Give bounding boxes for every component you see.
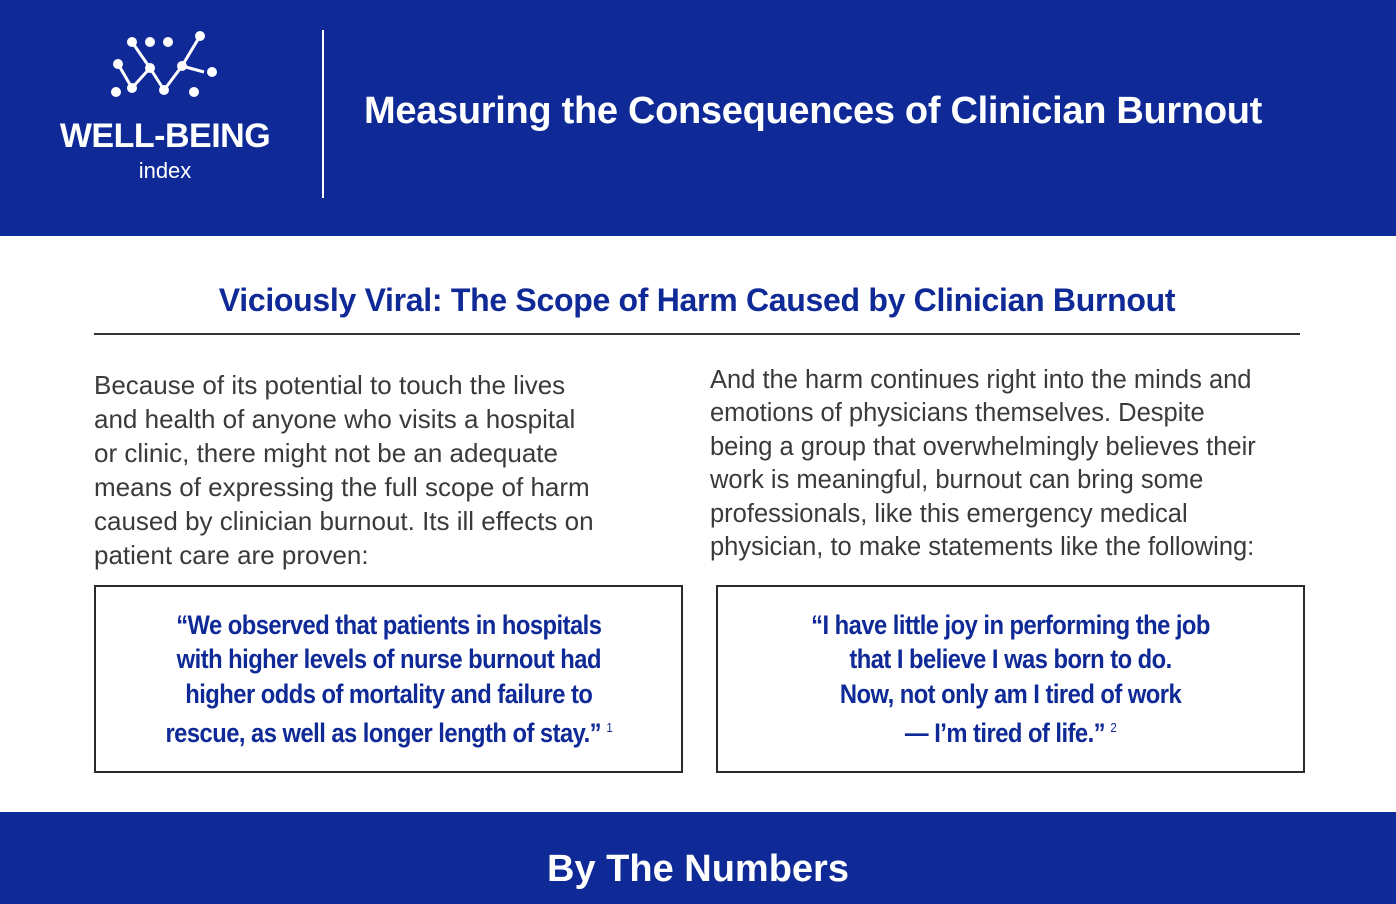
quote-text xyxy=(165,608,612,751)
quote-line-last xyxy=(165,711,612,751)
logo-subtitle: index xyxy=(138,158,192,183)
paragraph-line: emotions of physicians themselves. Despite xyxy=(710,399,1205,428)
paragraph-line: or clinic, there might not be an adequate xyxy=(94,438,558,468)
section-title: Viciously Viral: The Scope of Harm Caused by Clinician Burnout xyxy=(218,282,1176,318)
paragraph-line: being a group that overwhelmingly believes their xyxy=(710,432,1256,461)
quote-line: with higher levels of nurse burnout had xyxy=(176,644,601,674)
paragraph-line: professionals, like this emergency medical xyxy=(710,499,1188,528)
nurse-burnout-quote-box xyxy=(94,585,683,773)
quote-line: higher odds of mortality and failure to xyxy=(184,678,593,709)
quote-line: — I’m tired of life.” xyxy=(904,718,1106,748)
header-band xyxy=(0,0,1396,236)
paragraph-line: physician, to make statements like the following: xyxy=(710,533,1255,562)
paragraph-line: work is meaningful, burnout can bring some xyxy=(710,466,1204,495)
paragraph-line: patient care are proven: xyxy=(94,540,369,570)
paragraph-line: caused by clinician burnout. Its ill effects on xyxy=(94,506,594,536)
section-rule xyxy=(94,333,1300,335)
quote-line: “I have little joy in performing the job xyxy=(811,609,1210,640)
quote-line: Now, not only am I tired of work xyxy=(839,678,1182,709)
well-being-index-logo xyxy=(40,28,290,188)
paragraph-line: and health of anyone who visits a hospital xyxy=(94,404,576,434)
page-title: Measuring the Consequences of Clinician Burnout xyxy=(364,90,1262,132)
paragraph-line: means of expressing the full scope of harm xyxy=(94,472,590,502)
quote-line: rescue, as well as longer length of stay.” xyxy=(165,718,601,748)
right-paragraph xyxy=(710,364,1310,564)
footnote-marker: 2 xyxy=(1110,720,1117,735)
paragraph-line: Because of its potential to touch the lives xyxy=(94,370,566,400)
quote-line: that I believe I was born to do. xyxy=(849,644,1172,674)
by-the-numbers-heading: By The Numbers xyxy=(547,848,849,890)
physician-quote-box xyxy=(716,585,1305,773)
left-paragraph xyxy=(94,368,694,572)
quote-text xyxy=(811,608,1210,751)
header-divider xyxy=(322,30,324,198)
quote-line: “We observed that patients in hospitals xyxy=(175,609,602,640)
footnote-marker: 1 xyxy=(606,720,612,735)
paragraph-line: And the harm continues right into the minds and xyxy=(710,366,1252,394)
quote-line-last xyxy=(811,711,1210,751)
logo-wordmark: WELL-BEING xyxy=(59,117,271,155)
network-graph-icon xyxy=(108,28,220,104)
